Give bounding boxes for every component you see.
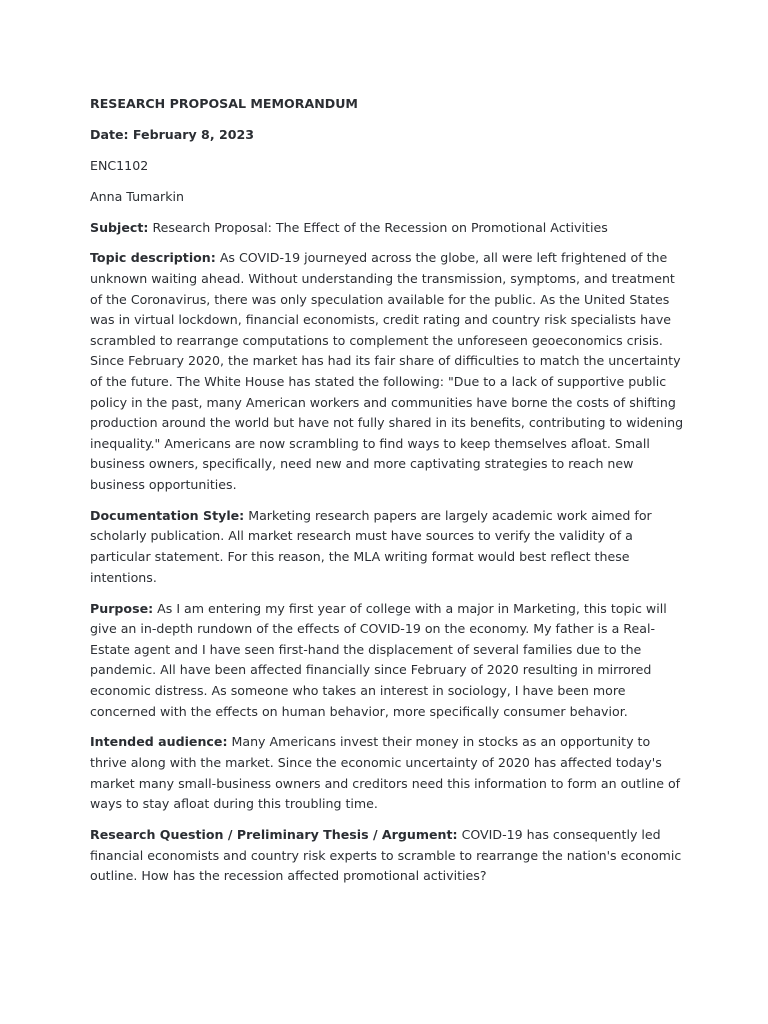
topic-description-paragraph (90, 248, 690, 495)
purpose-text: As I am entering my first year of college with a major in Marketing, this topic will give an in-depth rundown of the effects of COVID-19 on the economy. My father is a Real-Estate agent and I have seen first-hand the displacement of several families due to the pandemic. All have been affected financially since February of 2020 resulting in mirrored economic distress. As someone who takes an interest in sociology, I have been more concerned with the effects on human behavior, more specifically consumer behavior. (90, 600, 667, 719)
purpose-label: Purpose: (90, 600, 154, 616)
topic-description-label: Topic description: (90, 250, 216, 266)
subject-line (90, 218, 690, 239)
intended-audience-paragraph (90, 732, 690, 814)
documentation-style-text: Marketing research papers are largely academic work aimed for scholarly publication. All market research must have sources to verify the validity of a particular statement. For this reason, the MLA writing format would best reflect these intentions. (90, 507, 652, 585)
intended-audience-label: Intended audience: (90, 734, 228, 750)
documentation-style-label: Documentation Style: (90, 507, 245, 523)
subject-text: Research Proposal: The Effect of the Recession on Promotional Activities (148, 219, 608, 235)
author-name: Anna Tumarkin (90, 188, 184, 204)
memo-date: Date: February 8, 2023 (90, 126, 255, 142)
memo-document (90, 94, 690, 897)
research-question-paragraph (90, 825, 690, 887)
purpose-paragraph (90, 599, 690, 723)
research-question-label: Research Question / Preliminary Thesis / Argument: (90, 827, 458, 843)
research-question-text: COVID-19 has consequently led financial economists and country risk experts to scramble to rearrange the nation's economic outline. How has the recession affected promotional activities? (90, 827, 682, 884)
subject-label: Subject: (90, 219, 149, 235)
memo-title: RESEARCH PROPOSAL MEMORANDUM (90, 96, 358, 111)
documentation-style-paragraph (90, 506, 690, 588)
course-code: ENC1102 (90, 157, 149, 173)
topic-description-text: As COVID-19 journeyed across the globe, all were left frightened of the unknown waiting ahead. Without understanding the transmission, symptoms, and treatment of the Coronavirus, there was only speculation available for the public. As the United States was in virtual lockdown, financial economists, credit rating and country risk specialists have scrambled to rearrange computations to complement the unforeseen geoeconomics crisis. Since February 2020, the market has had its fair share of difficulties to match the uncertainty of the future. The White House has stated the following: "Due to a lack of supportive public policy in the past, many American workers and communities have borne the costs of shifting production around the world but have not fully shared in its benefits, contributing to widening inequality." Americans are now scrambling to find ways to keep themselves afloat. Small business owners, specifically, need new and more captivating strategies to reach new business opportunities. (90, 250, 684, 492)
intended-audience-text: Many Americans invest their money in stocks as an opportunity to thrive along with the market. Since the economic uncertainty of 2020 has affected today's market many small-business owners and creditors need this information to form an outline of ways to stay afloat during this troubling time. (90, 734, 681, 812)
